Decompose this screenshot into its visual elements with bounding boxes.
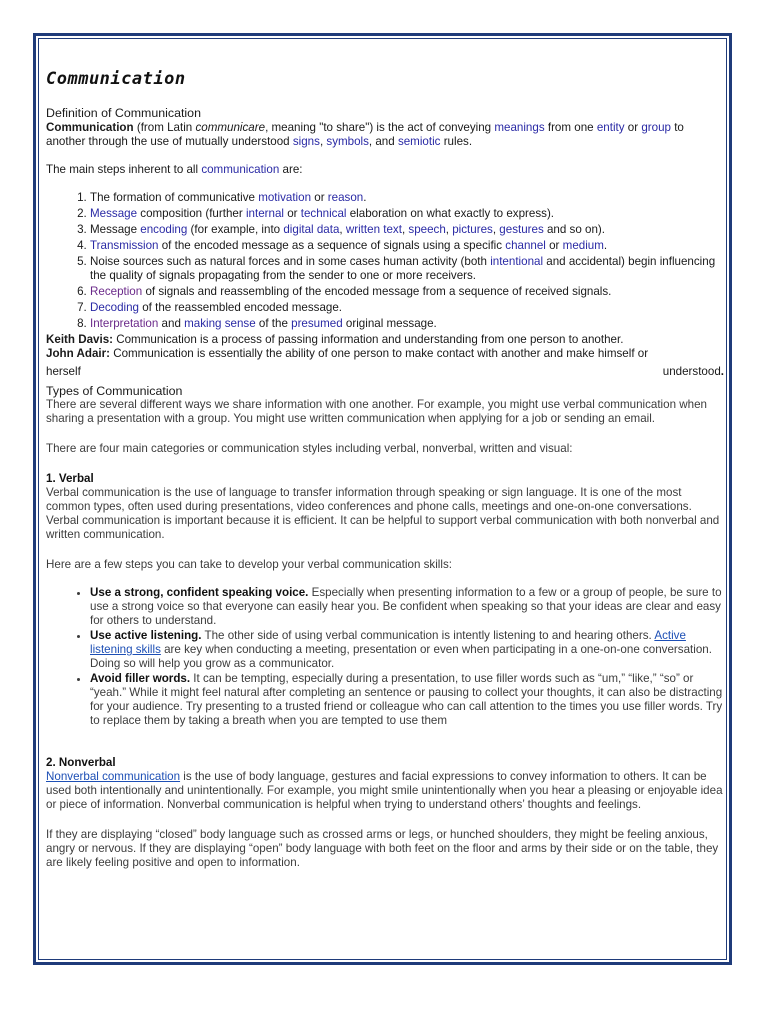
link-message[interactable]: Message xyxy=(90,207,138,220)
text: or xyxy=(624,121,642,134)
text: It can be tempting, especially during a presentation, to use filler words such as “um,” “like,” “so” or “yeah.” While it might feel natural after completing an sentence or pausing to collect your thoughts, it can also be distracting for your audience. Try presenting to a trusted friend or colleague who can call attention to the times you use filler words. Try to replace them by taking a breath when you are tempted to use them xyxy=(90,672,723,727)
link-meanings[interactable]: meanings xyxy=(494,121,545,134)
text: and xyxy=(158,317,185,330)
text: of the encoded message as a sequence of signals using a specific xyxy=(158,239,506,252)
list-item xyxy=(90,629,724,671)
text: . xyxy=(720,365,724,378)
text: Especially when presenting information to a few or a group of people, be sure to use a strong voice so that everyone can easily hear you. Be confident when speaking so that your ideas are clear and easy for others to understand. xyxy=(90,586,722,627)
text: rules. xyxy=(440,135,473,148)
text: Message xyxy=(90,223,141,236)
list-item xyxy=(90,207,724,221)
definition-heading: Definition of Communication xyxy=(46,106,201,120)
types-heading: Types of Communication xyxy=(46,384,183,398)
text: are key when conducting a meeting, presentation or even when participating in a one-on-one conversation. Doing so will help you grow as a communicator. xyxy=(90,643,712,670)
link-active-listening-skills[interactable]: Active listening skills xyxy=(90,629,686,656)
list-item xyxy=(90,301,724,315)
list-item xyxy=(90,223,724,237)
steps-list xyxy=(46,191,724,331)
adair-quote xyxy=(46,347,724,361)
text: or xyxy=(283,207,301,220)
verbal-heading: 1. Verbal xyxy=(46,472,94,485)
list-item xyxy=(90,672,724,728)
text: from one xyxy=(544,121,597,134)
link-symbols[interactable]: symbols xyxy=(326,135,369,148)
davis-name: Keith Davis: xyxy=(46,333,114,346)
text: of the xyxy=(255,317,292,330)
text: are: xyxy=(279,163,303,176)
text: , and xyxy=(368,135,398,148)
link-digital-data[interactable]: digital data xyxy=(283,223,340,236)
text: The formation of communicative xyxy=(90,191,259,204)
categories-paragraph: There are four main categories or communication styles including verbal, nonverbal, written and visual: xyxy=(46,442,573,455)
text: elaboration on what exactly to express). xyxy=(346,207,555,220)
link-making-sense[interactable]: making sense xyxy=(184,317,256,330)
page-title: Communication xyxy=(46,69,186,89)
steps-intro xyxy=(46,163,724,177)
link-medium[interactable]: medium xyxy=(562,239,604,252)
nonverbal-heading: 2. Nonverbal xyxy=(46,756,116,769)
link-signs[interactable]: signs xyxy=(292,135,320,148)
text: to another through the use of mutually understood xyxy=(46,121,684,148)
link-pictures[interactable]: pictures xyxy=(452,223,493,236)
link-decoding[interactable]: Decoding xyxy=(90,301,139,314)
davis-quote xyxy=(46,333,724,347)
text: original message. xyxy=(342,317,437,330)
link-motivation[interactable]: motivation xyxy=(258,191,312,204)
text: Communication is essentially the ability of one person to make contact with another and make himself or xyxy=(109,347,649,360)
text: , xyxy=(319,135,327,148)
text: Noise sources such as natural forces and in some cases human activity (both xyxy=(90,255,491,268)
text: The main steps inherent to all xyxy=(46,163,202,176)
link-semiotic[interactable]: semiotic xyxy=(397,135,441,148)
text: composition (further xyxy=(137,207,246,220)
link-interpretation[interactable]: Interpretation xyxy=(90,317,159,330)
text: and so on). xyxy=(543,223,605,236)
text: of signals and reassembling of the encoded message from a sequence of received signals. xyxy=(142,285,612,298)
list-item xyxy=(90,191,724,205)
latin-word: communicare xyxy=(195,121,266,134)
verbal-tips-list xyxy=(46,586,724,728)
text: , xyxy=(401,223,409,236)
verbal-steps-intro: Here are a few steps you can take to develop your verbal communication skills: xyxy=(46,558,452,571)
link-encoding[interactable]: encoding xyxy=(140,223,188,236)
adair-quote-end xyxy=(46,365,724,379)
nonverbal-paragraph xyxy=(46,770,724,812)
text: (from Latin xyxy=(133,121,196,134)
link-reason[interactable]: reason xyxy=(327,191,364,204)
link-technical[interactable]: technical xyxy=(300,207,347,220)
link-speech[interactable]: speech xyxy=(408,223,446,236)
link-reception[interactable]: Reception xyxy=(90,285,143,298)
link-transmission[interactable]: Transmission xyxy=(90,239,159,252)
document-body xyxy=(46,69,724,870)
link-intentional[interactable]: intentional xyxy=(490,255,544,268)
text: (for example, into xyxy=(187,223,284,236)
list-item xyxy=(90,586,724,628)
text xyxy=(663,365,724,379)
text: , meaning "to share") is the act of conveying xyxy=(265,121,495,134)
text: understood xyxy=(662,365,721,378)
tip-title: Use active listening. xyxy=(90,629,202,642)
types-paragraph: There are several different ways we share information with one another. For example, you might use verbal communication when sharing a presentation with a group. You might use written communication when applying for a job or sending an email. xyxy=(46,398,707,425)
tip-title: Use a strong, confident speaking voice. xyxy=(90,586,309,599)
link-communication[interactable]: communication xyxy=(201,163,280,176)
link-gestures[interactable]: gestures xyxy=(499,223,544,236)
text: The other side of using verbal communication is intently listening to and hearing others. xyxy=(201,629,655,642)
text: herself xyxy=(46,365,81,378)
link-entity[interactable]: entity xyxy=(596,121,625,134)
text: and accidental) begin influencing the quality of signals propagating from the sender to one or more receivers. xyxy=(90,255,716,282)
text: or xyxy=(545,239,563,252)
body-language-paragraph: If they are displaying “closed” body language such as crossed arms or legs, or hunched shoulders, they might be feeling anxious, angry or nervous. If they are displaying “open” body language with both feet on the floor and arms by their side or on the table, they are likely feeling positive and open to information. xyxy=(46,828,719,869)
text: is the use of body language, gestures and facial expressions to convey information to others. It can be used both intentionally and unintentionally. For example, you might smile unintentionally when you hear a pleasing or enjoyable idea or piece of information. Nonverbal communication is helpful when trying to understand others’ thoughts and feelings. xyxy=(46,770,723,811)
link-presumed[interactable]: presumed xyxy=(291,317,343,330)
link-written-text[interactable]: written text xyxy=(345,223,402,236)
link-nonverbal-communication[interactable]: Nonverbal communication xyxy=(46,770,181,783)
tip-title: Avoid filler words. xyxy=(90,672,191,685)
definition-paragraph xyxy=(46,121,724,149)
text: . xyxy=(363,191,367,204)
verbal-paragraph: Verbal communication is the use of language to transfer information through speaking or sign language. It is one of the most common types, often used during presentations, video conferences and phone calls, meetings and one-on-one conversations. Verbal communication is important because it is efficient. It can be helpful to support verbal communication with both nonverbal and written communication. xyxy=(46,486,720,541)
definition-term: Communication xyxy=(46,121,134,134)
text: . xyxy=(603,239,608,252)
text: or xyxy=(311,191,328,204)
text: , xyxy=(339,223,346,236)
list-item xyxy=(90,285,724,299)
link-channel[interactable]: channel xyxy=(505,239,546,252)
text: , xyxy=(445,223,453,236)
text: , xyxy=(492,223,500,236)
link-group[interactable]: group xyxy=(641,121,671,134)
text: of the reassembled encoded message. xyxy=(139,301,343,314)
list-item xyxy=(90,239,724,253)
list-item xyxy=(90,317,724,331)
adair-name: John Adair: xyxy=(46,347,110,360)
text: Communication is a process of passing information and understanding from one person to another. xyxy=(113,333,624,346)
link-internal[interactable]: internal xyxy=(245,207,284,220)
list-item xyxy=(90,255,724,283)
